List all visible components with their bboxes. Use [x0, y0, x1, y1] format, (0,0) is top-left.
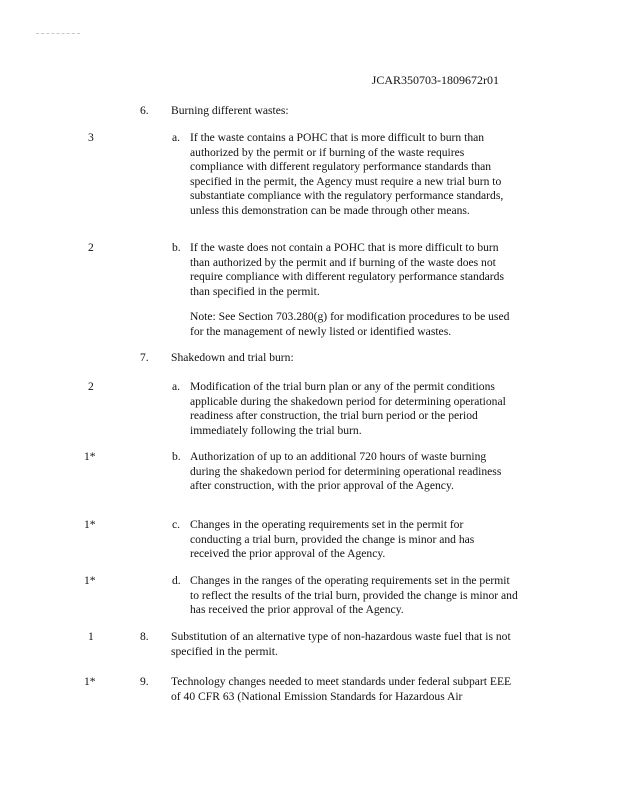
item-letter: d. [172, 574, 181, 587]
note: Note: See Section 703.280(g) for modification procedures to be used for the management of newly listed or identified wastes. [190, 310, 510, 338]
item-text: Technology changes needed to meet standards under federal subpart EEE of 40 CFR 63 (National Emission Standards for Hazardous Air [171, 675, 512, 703]
item-text: If the waste contains a POHC that is more difficult to burn than authorized by the permit or if burning of the waste requires compliance with different regulatory performance standards than specified in the permit, the Agency must require a new trial burn to substantiate compliance with the regulatory performance standards, unless this demonstration can be made through other means. [190, 131, 504, 217]
item-text: Changes in the ranges of the operating requirements set in the permit to reflect the results of the trial burn, provided the change is minor and has received the prior approval of the Agency. [190, 574, 518, 617]
item-number: 7. [140, 351, 149, 364]
item-number: 9. [140, 675, 149, 688]
item-text: Changes in the operating requirements set in the permit for conducting a trial burn, provided the change is minor and has received the prior approval of the Agency. [190, 518, 475, 561]
class-number: 1* [84, 675, 96, 688]
item-text: Substitution of an alternative type of non-hazardous waste fuel that is not specified in the permit. [171, 630, 511, 658]
class-number: 1* [84, 450, 96, 463]
item-heading: Shakedown and trial burn: [171, 351, 294, 364]
item-text: Authorization of up to an additional 720 hours of waste burning during the shakedown period for determining operational readiness after construction, with the prior approval of the Agency. [190, 450, 502, 493]
item-number: 8. [140, 630, 149, 643]
class-number: 1 [88, 630, 94, 643]
class-number: 1* [84, 574, 96, 587]
class-number: 2 [88, 241, 94, 254]
item-letter: a. [172, 380, 181, 393]
class-number: 1* [84, 518, 96, 531]
item-text: Modification of the trial burn plan or any of the permit conditions applicable during the shakedown period for determining operational readiness after construction, the trial burn period or the period immediately following the trial burn. [190, 380, 506, 437]
item-letter: c. [172, 518, 181, 531]
scan-fold-mark [36, 33, 80, 34]
item-letter: b. [172, 241, 181, 254]
class-number: 3 [88, 131, 94, 144]
item-letter: a. [172, 131, 181, 144]
item-number: 6. [140, 104, 149, 117]
item-letter: b. [172, 450, 181, 463]
item-heading: Burning different wastes: [171, 104, 289, 117]
class-number: 2 [88, 380, 94, 393]
document-id: JCAR350703-1809672r01 [371, 73, 499, 87]
item-text: If the waste does not contain a POHC that is more difficult to burn than authorized by the permit and if burning of the waste does not require compliance with different regulatory performance standards than specified in the permit. [190, 241, 504, 298]
